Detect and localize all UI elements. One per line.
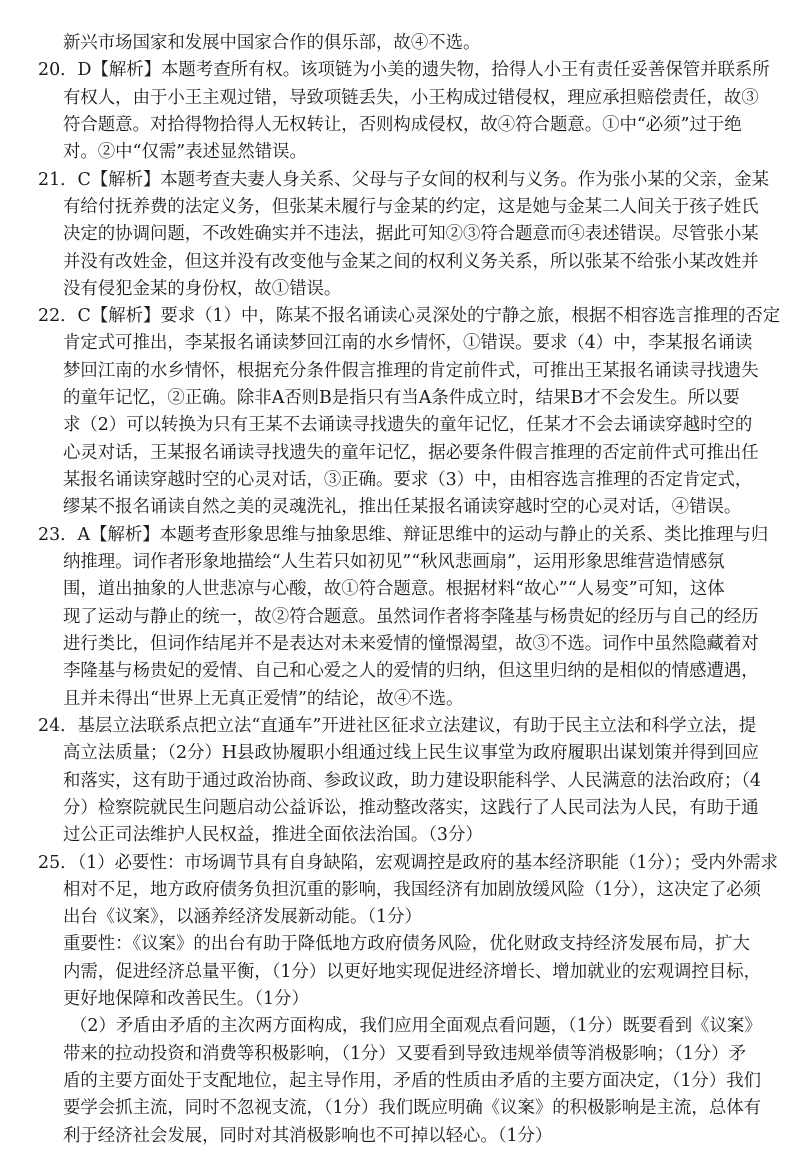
text-line: 没有侵犯金某的身份权，故①错误。 xyxy=(63,278,342,299)
text-line: 围，道出抽象的人世悲凉与心酸，故①符合题意。根据材料“故心”“人易变”可知，这体 xyxy=(63,579,725,600)
text-line: 高立法质量；（2分）H县政协履职小组通过线上民生议事堂为政府履职出谋划策并得到回应 xyxy=(63,743,759,764)
text-line: 带来的拉动投资和消费等积极影响，（1分）又要看到导致违规举债等消极影响；（1分）矛 xyxy=(63,1043,746,1064)
question-line: 23．A【解析】本题考查形象思维与抽象思维、辩证思维中的运动与静止的关系、类比推理与归 xyxy=(38,524,769,545)
question-line: 25．（1）必要性：市场调节具有自身缺陷，宏观调控是政府的基本经济职能（1分）；受内外需求 xyxy=(38,852,778,873)
text-line: 分）检察院就民生问题启动公益诉讼，推动整改落实，这践行了人民司法为人民，有助于通 xyxy=(63,797,759,818)
question-line: 21．C【解析】本题考查夫妻人身关系、父母与子女间的权利与义务。作为张小某的父亲，金某 xyxy=(38,169,770,190)
text-line: 利于经济社会发展，同时对其消极影响也不可掉以轻心。（1分） xyxy=(63,1125,553,1146)
text-line: 过公正司法维护人民权益，推进全面依法治国。（3分） xyxy=(63,825,483,846)
text-line: 纳推理。词作者形象地描绘“人生若只如初见”“秋风悲画扇”，运用形象思维营造情感氛 xyxy=(63,552,725,573)
text-line: 有权人，由于小王主观过错，导致项链丢失，小王构成过错侵权，理应承担赔偿责任，故③ xyxy=(63,87,759,108)
text-line: 内需，促进经济总量平衡，（1分）以更好地实现促进经济增长、增加就业的宏观调控目标， xyxy=(63,961,761,982)
text-line: 的童年记忆，②正确。除非A否则B是指只有当A条件成立时，结果B才不会发生。所以要 xyxy=(63,388,740,409)
text-line: 肯定式可推出，李某报名诵读梦回江南的水乡情怀，①错误。要求（4）中，李某报名诵读 xyxy=(63,333,753,354)
text-line: 李隆基与杨贵妃的爱情、自己和心爱之人的爱情的归纳，但这里归纳的是相似的情感遭遇， xyxy=(63,661,759,682)
text-line: 更好地保障和改善民生。（1分） xyxy=(63,989,309,1010)
text-line: 且并未得出“世界上无真正爱情”的结论，故④不选。 xyxy=(63,688,464,709)
text-line: 进行类比，但词作结尾并不是表达对未来爱情的憧憬渴望，故③不选。词作中虽然隐藏着对 xyxy=(63,633,759,654)
text-line: 梦回江南的水乡情怀，根据充分条件假言推理的肯定前件式，可推出王某报名诵读寻找遗失 xyxy=(63,360,759,381)
text-line: 和落实，这有助于通过政治协商、参政议政，助力建设职能科学、人民满意的法治政府；（4 xyxy=(63,770,761,791)
text-line: 相对不足，地方政府债务负担沉重的影响，我国经济有加剧放缓风险（1分），这决定了必须 xyxy=(63,879,761,900)
text-line: 现了运动与静止的统一，故②符合题意。虽然词作者将李隆基与杨贵妃的经历与自己的经历 xyxy=(63,606,759,627)
question-line: 22．C【解析】要求（1）中，陈某不报名诵读心灵深处的宁静之旅，根据不相容选言推理的否定 xyxy=(38,306,781,327)
text-line: 要学会抓主流，同时不忽视支流，（1分）我们既应明确《议案》的积极影响是主流，总体有 xyxy=(63,1098,761,1119)
question-line: 20．D【解析】本题考查所有权。该项链为小美的遗失物，拾得人小王有责任妥善保管并联系所 xyxy=(38,60,770,81)
text-line: 对。②中“仅需”表述显然错误。 xyxy=(63,142,307,163)
text-line: 有给付抚养费的法定义务，但张某未履行与金某的约定，这是她与金某二人间关于孩子姓氏 xyxy=(63,196,759,217)
text-line: 并没有改姓金，但这并没有改变他与金某之间的权利义务关系，所以张某不给张小某改姓并 xyxy=(63,251,759,272)
text-line: 心灵对话，王某报名诵读寻找遗失的童年记忆，据必要条件假言推理的否定前件式可推出任 xyxy=(63,442,759,463)
text-line: 某报名诵读穿越时空的心灵对话，③正确。要求（3）中，由相容选言推理的否定肯定式， xyxy=(63,470,753,491)
text-line: 出台《议案》，以涵养经济发展新动能。（1分） xyxy=(63,907,422,928)
text-line: 决定的协调问题，不改姓确实并不违法，据此可知②③符合题意而④表述错误。尽管张小某 xyxy=(63,224,759,245)
text-line: 新兴市场国家和发展中国家合作的俱乐部，故④不选。 xyxy=(63,33,481,53)
text-line: 符合题意。对拾得物拾得人无权转让，否则构成侵权，故④符合题意。①中“必须”过于绝 xyxy=(63,114,742,135)
text-line: 求（2）可以转换为只有王某不去诵读寻找遗失的童年记忆，任某才不会去诵读穿越时空的 xyxy=(63,415,753,436)
text-line: 重要性：《议案》的出台有助于降低地方政府债务风险，优化财政支持经济发展布局，扩大 xyxy=(63,934,750,955)
text-line: 盾的主要方面处于支配地位，起主导作用，矛盾的性质由矛盾的主要方面决定，（1分）我们 xyxy=(63,1071,761,1092)
text-line: 缪某不报名诵读自然之美的灵魂洗礼，推出任某报名诵读穿越时空的心灵对话，④错误。 xyxy=(63,497,742,518)
text-line: （2）矛盾由矛盾的主次两方面构成，我们应用全面观点看问题，（1分）既要看到《议案》 xyxy=(70,1016,762,1037)
question-line: 24．基层立法联系点把立法“直通车”开进社区征求立法建议，有助于民主立法和科学立法，提 xyxy=(38,715,757,736)
